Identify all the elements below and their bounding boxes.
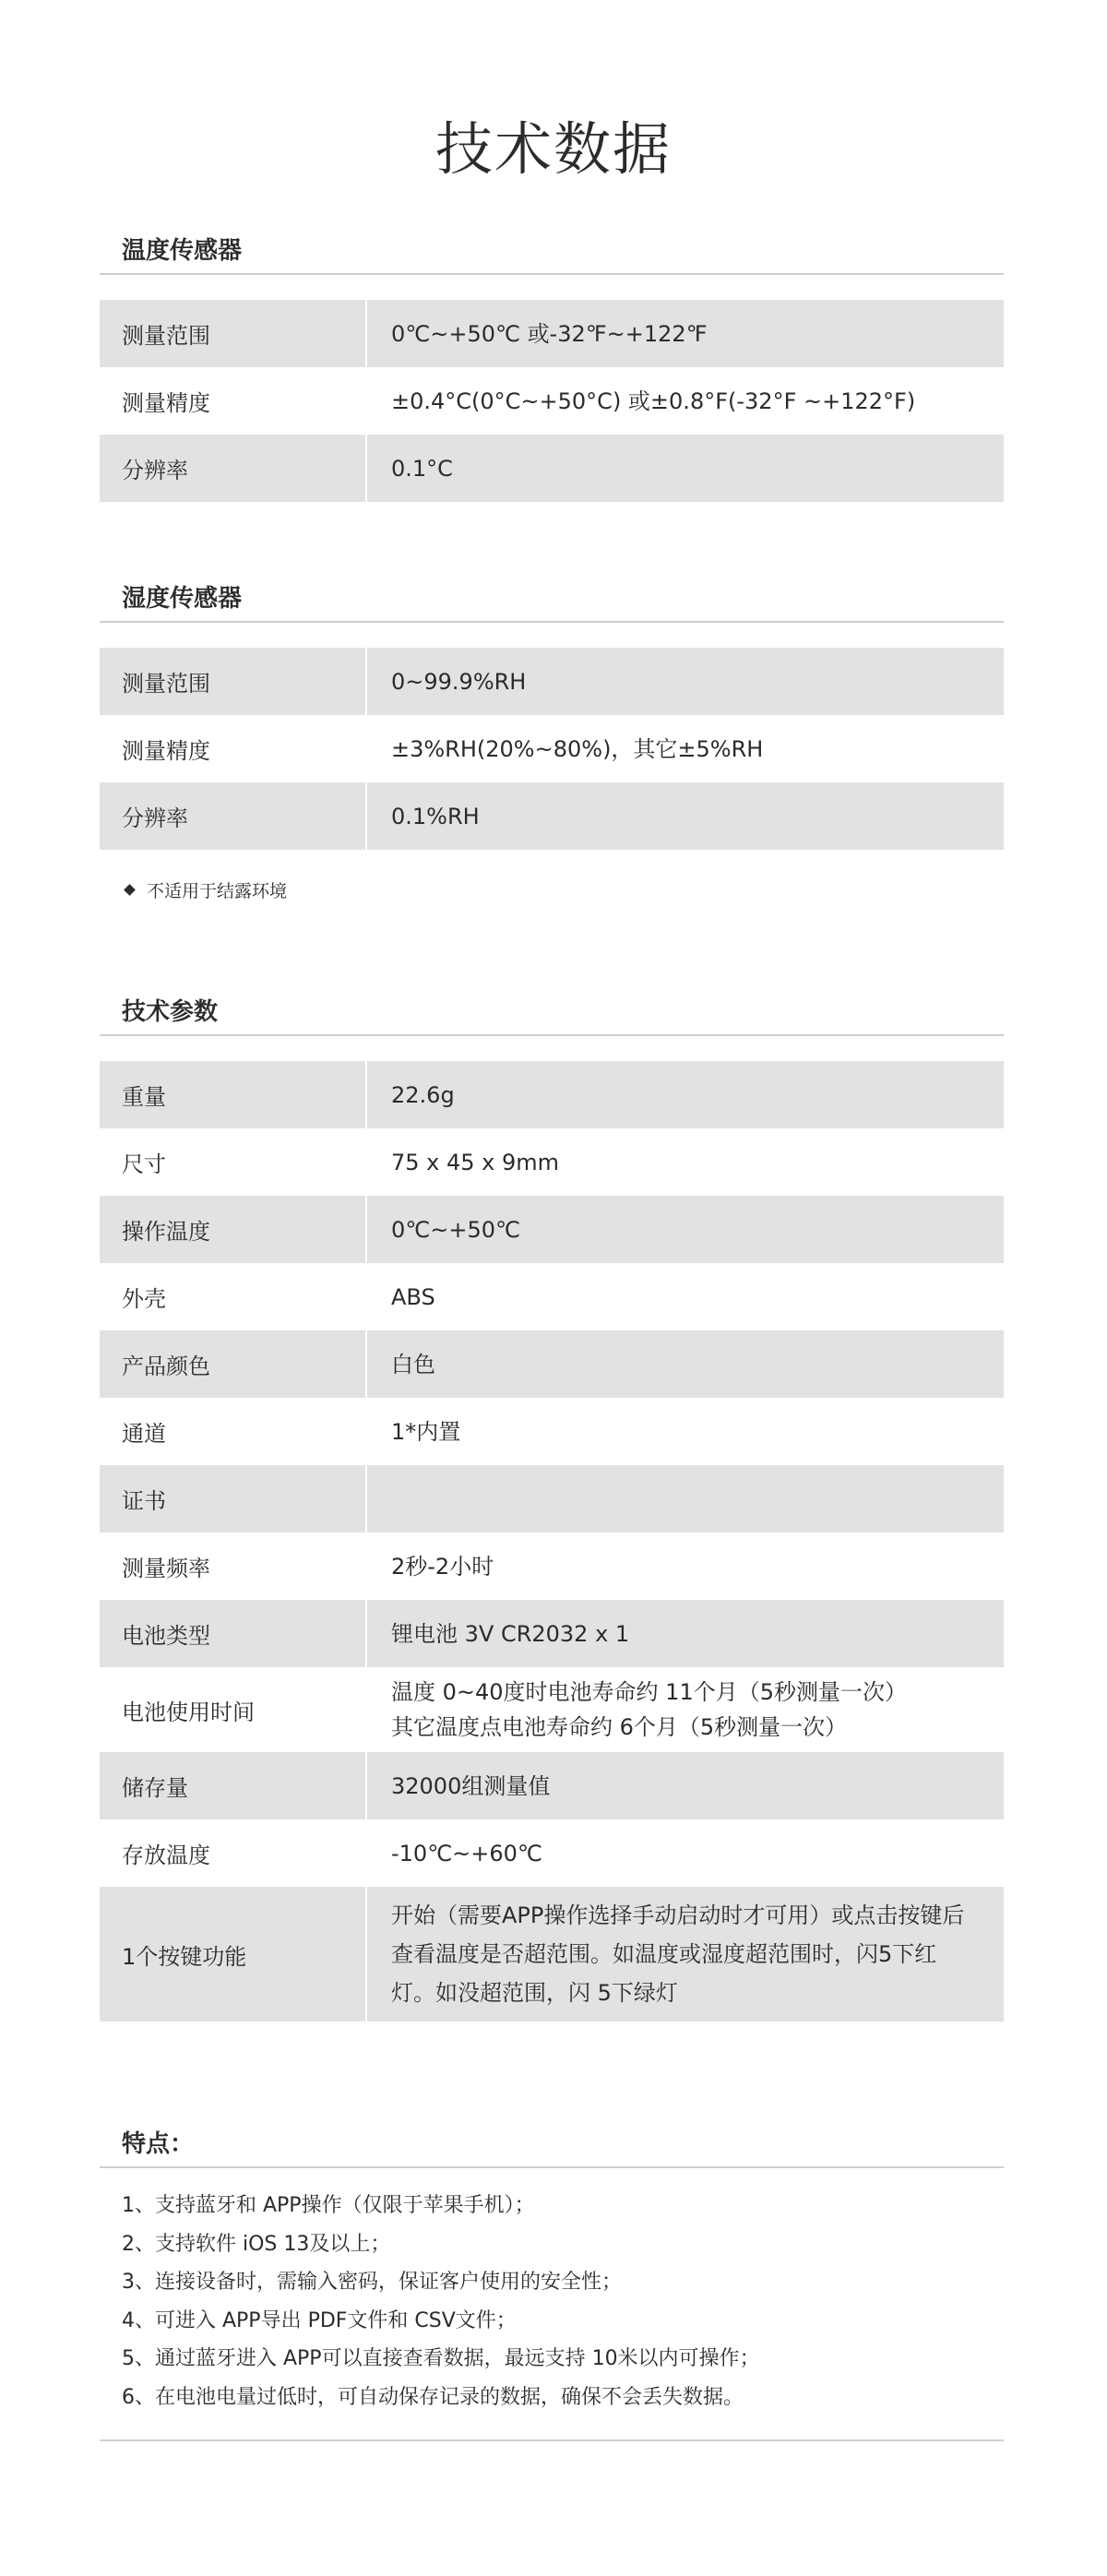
spec-label: 1个按键功能 xyxy=(100,1887,367,2021)
spec-value: -10℃~+60℃ xyxy=(391,1840,542,1866)
table-row xyxy=(100,1398,1004,1465)
table-row xyxy=(100,782,1004,850)
table-row xyxy=(100,1061,1004,1128)
note-text: 不适用于结露环境 xyxy=(147,881,288,901)
spec-value: ±0.4°C(0°C~+50°C) 或±0.8°F(-32°F ~+122°F) xyxy=(391,388,916,414)
list-item: 5、通过蓝牙进入 APP可以直接查看数据，最远支持 10米以内可操作； xyxy=(122,2347,760,2370)
spec-label: 外壳 xyxy=(122,1286,166,1312)
tech-params-title: 技术参数 xyxy=(100,992,1004,1036)
spec-label: 测量频率 xyxy=(122,1556,210,1581)
table-row xyxy=(100,648,1004,715)
spec-value: 白色 xyxy=(391,1351,435,1377)
table-row xyxy=(100,1196,1004,1263)
table-row xyxy=(100,367,1004,435)
spec-label: 产品颜色 xyxy=(100,1330,367,1398)
spec-label: 电池类型 xyxy=(100,1600,367,1667)
table-row xyxy=(100,435,1004,502)
tech-params-section xyxy=(100,992,1004,2021)
table-row xyxy=(100,1330,1004,1398)
temp-sensor-section xyxy=(100,231,1004,502)
humidity-sensor-section xyxy=(100,578,1004,902)
spec-value: 32000组测量值 xyxy=(391,1772,551,1799)
table-row xyxy=(100,715,1004,782)
temp-sensor-table xyxy=(100,300,1004,502)
table-row xyxy=(100,1128,1004,1196)
spec-label: 测量精度 xyxy=(122,738,210,764)
spec-label: 测量范围 xyxy=(100,648,367,715)
features-section xyxy=(100,2124,1004,2431)
list-item: 6、在电池电量过低时，可自动保存记录的数据，确保不会丢失数据。 xyxy=(122,2385,744,2409)
spec-label: 测量范围 xyxy=(100,300,367,367)
page-title: 技术数据 xyxy=(434,115,672,183)
spec-label: 储存量 xyxy=(100,1752,367,1819)
spec-label: 操作温度 xyxy=(100,1196,367,1263)
spec-label: 存放温度 xyxy=(122,1843,210,1868)
spec-label: 电池使用时间 xyxy=(122,1699,255,1725)
features-title: 特点： xyxy=(100,2124,1004,2168)
condensation-note xyxy=(100,877,1004,902)
table-row xyxy=(100,1887,1004,2021)
spec-value: 0℃~+50℃ xyxy=(391,1216,520,1243)
list-item: 4、可进入 APP导出 PDF文件和 CSV文件； xyxy=(122,2308,517,2332)
spec-label: 分辨率 xyxy=(100,782,367,850)
table-row xyxy=(100,1667,1004,1752)
spec-label: 尺寸 xyxy=(122,1151,166,1177)
table-row xyxy=(100,1263,1004,1330)
list-item: 2、支持软件 iOS 13及以上； xyxy=(122,2232,391,2256)
spec-value: ±3%RH(20%~80%)，其它±5%RH xyxy=(391,735,764,762)
spec-value: 75 x 45 x 9mm xyxy=(391,1149,560,1175)
spec-label: 重量 xyxy=(100,1061,367,1128)
spec-value: 温度 0~40度时电池寿命约 11个月（5秒测量一次） 其它温度点电池寿命约 6个月（5秒测量一次） xyxy=(391,1679,907,1740)
bottom-divider xyxy=(100,2439,1004,2441)
tech-params-table xyxy=(100,1061,1004,2021)
list-item: 1、支持蓝牙和 APP操作（仅限于苹果手机）； xyxy=(122,2194,535,2217)
table-row xyxy=(100,1465,1004,1532)
spec-label: 证书 xyxy=(100,1465,367,1532)
humidity-sensor-table xyxy=(100,648,1004,850)
spec-value: 0.1%RH xyxy=(391,803,480,829)
temp-sensor-title: 温度传感器 xyxy=(100,231,1004,275)
spec-value: 0.1°C xyxy=(391,455,453,482)
spec-value: 0~99.9%RH xyxy=(391,668,527,695)
table-row xyxy=(100,1600,1004,1667)
spec-value xyxy=(367,1465,1004,1532)
diamond-bullet-icon xyxy=(124,884,136,896)
spec-value: 锂电池 3V CR2032 x 1 xyxy=(391,1620,630,1647)
table-row xyxy=(100,1819,1004,1887)
humidity-sensor-title: 湿度传感器 xyxy=(100,578,1004,623)
spec-value: 开始（需要APP操作选择手动启动时才可用）或点击按键后查看温度是否超范围。如温度或湿度超范围时，闪5下红灯。如没超范围，闪 5下绿灯 xyxy=(391,1902,965,2006)
spec-value: 0℃~+50℃ 或-32℉~+122℉ xyxy=(391,320,708,347)
list-item: 3、连接设备时，需输入密码，保证客户使用的安全性； xyxy=(122,2271,622,2294)
spec-value: 2秒-2小时 xyxy=(391,1553,494,1580)
spec-value: 1*内置 xyxy=(391,1418,461,1445)
spec-value: ABS xyxy=(391,1283,435,1310)
spec-label: 分辨率 xyxy=(100,435,367,502)
spec-label: 通道 xyxy=(122,1421,166,1447)
spec-value: 22.6g xyxy=(391,1081,455,1108)
table-row xyxy=(100,1532,1004,1600)
spec-label: 测量精度 xyxy=(122,390,210,416)
table-row xyxy=(100,1752,1004,1819)
table-row xyxy=(100,300,1004,367)
features-list xyxy=(100,2187,1004,2416)
